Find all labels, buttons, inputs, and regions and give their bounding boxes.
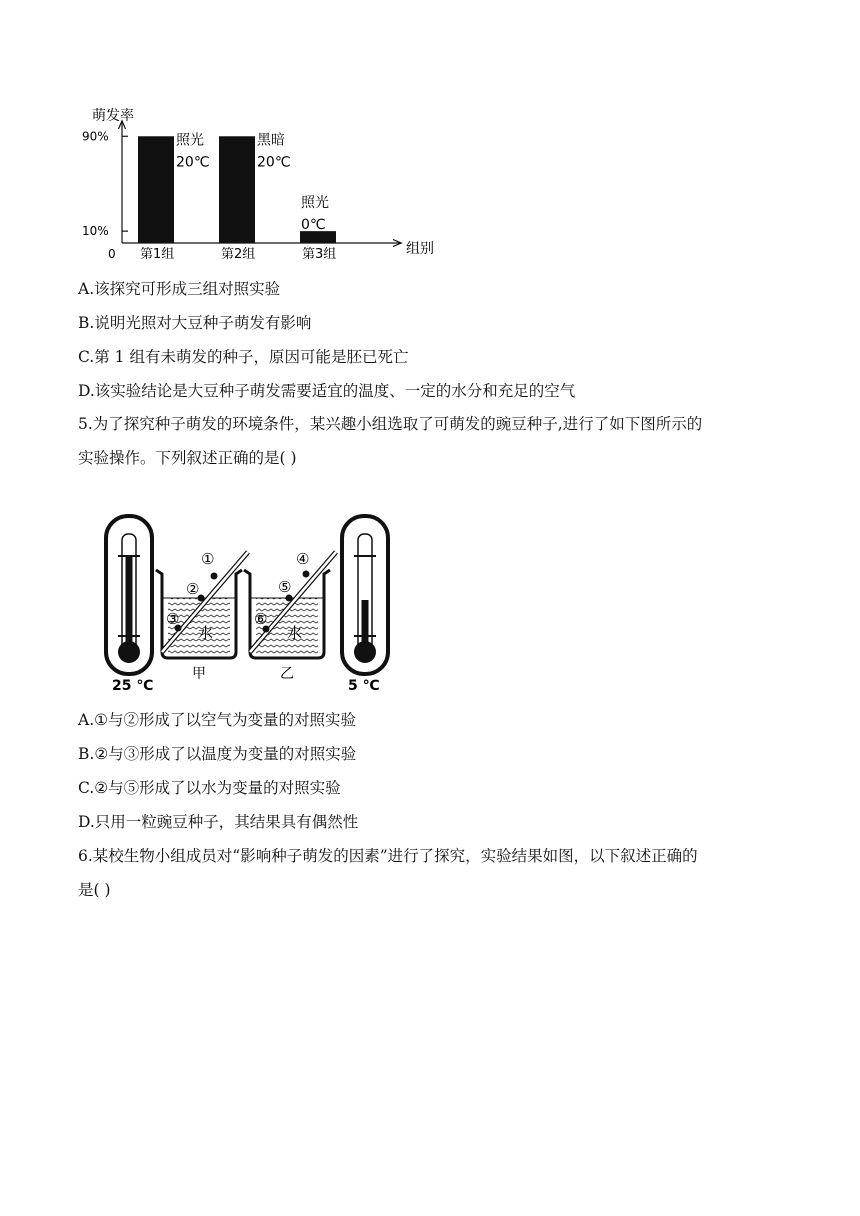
q4-option-a: A.该探究可形成三组对照实验 xyxy=(78,280,281,298)
marker-2: ② xyxy=(186,580,200,598)
category-label-3: 第3组 xyxy=(302,247,337,262)
bar-group-2 xyxy=(219,136,255,243)
q5-option-d: D.只用一粒豌豆种子，其结果具有偶然性 xyxy=(78,813,359,831)
marker-3: ③ xyxy=(166,610,180,628)
q4-option-d: D.该实验结论是大豆种子萌发需要适宜的温度、一定的水分和充足的空气 xyxy=(78,382,576,400)
q6-stem-line1: 6.某校生物小组成员对“影响种子萌发的因素”进行了探究，实验结果如图，以下叙述正确的 xyxy=(78,847,698,865)
x-axis-label: 组别 xyxy=(406,241,434,257)
marker-6: ⑥ xyxy=(254,610,268,628)
seed-1 xyxy=(211,573,218,580)
chart-canvas xyxy=(78,100,448,270)
q5-stem-line1: 5.为了探究种子萌发的环境条件，某兴趣小组选取了可萌发的豌豆种子,进行了如下图所示的 xyxy=(78,415,703,433)
q4-option-c: C.第 1 组有未萌发的种子，原因可能是胚已死亡 xyxy=(78,348,409,366)
experiment-figure xyxy=(100,512,400,692)
y-axis-label: 萌发率 xyxy=(92,108,134,124)
bar-annotation-1-2: 20℃ xyxy=(176,154,210,171)
bar-group-1 xyxy=(138,136,174,243)
germination-bar-chart xyxy=(78,100,448,270)
thermometer-left xyxy=(106,516,152,674)
temp-label-right: 5 ℃ xyxy=(348,678,380,692)
q5-option-b: B.②与③形成了以温度为变量的对照实验 xyxy=(78,745,357,763)
q4-option-b: B.说明光照对大豆种子萌发有影响 xyxy=(78,314,312,332)
category-label-1: 第1组 xyxy=(140,247,175,262)
bar-annotation-2-1: 黑暗 xyxy=(257,132,285,149)
temp-label-left: 25 ℃ xyxy=(112,678,154,692)
y-tick-label-1: 90% xyxy=(82,129,109,144)
water-label-right: 水 xyxy=(287,624,303,642)
q5-option-c: C.②与⑤形成了以水为变量的对照实验 xyxy=(78,779,341,797)
q5-option-a: A.①与②形成了以空气为变量的对照实验 xyxy=(78,711,357,729)
q6-stem-line2: 是( ) xyxy=(78,881,111,899)
bar-annotation-1-1: 照光 xyxy=(176,132,204,149)
beaker-label-right: 乙 xyxy=(280,666,294,682)
bar-annotation-3-2: 0℃ xyxy=(301,217,326,234)
category-label-2: 第2组 xyxy=(221,247,256,262)
water-label-left: 水 xyxy=(198,624,214,642)
bar-annotation-2-2: 20℃ xyxy=(257,154,291,171)
bar-annotation-3-1: 照光 xyxy=(301,195,329,212)
beaker-label-left: 甲 xyxy=(192,666,206,682)
marker-5: ⑤ xyxy=(278,578,292,596)
marker-1: ① xyxy=(201,550,215,568)
beaker-yi xyxy=(244,552,336,658)
marker-4: ④ xyxy=(296,550,310,568)
y-tick-label-2: 10% xyxy=(82,224,109,239)
seed-4 xyxy=(303,571,310,578)
thermometer-right xyxy=(342,516,388,674)
origin-label: 0 xyxy=(108,247,116,261)
q5-stem-line2: 实验操作。下列叙述正确的是( ) xyxy=(78,449,297,467)
